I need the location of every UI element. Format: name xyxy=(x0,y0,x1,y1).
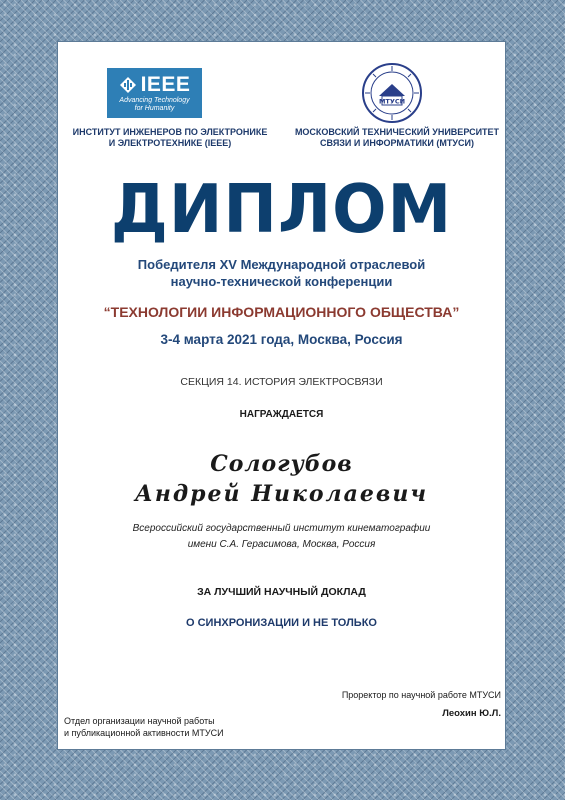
mtuci-seal xyxy=(361,62,423,124)
section-label: СЕКЦИЯ 14. ИСТОРИЯ ЭЛЕКТРОСВЯЗИ xyxy=(180,376,383,388)
org-mtuci: МОСКОВСКИЙ ТЕХНИЧЕСКИЙ УНИВЕРСИТЕТ СВЯЗИ И ИНФОРМАТИКИ (МТУСИ) xyxy=(294,127,500,148)
signatory-position: Проректор по научной работе МТУСИ xyxy=(341,690,501,700)
ieee-tagline: Advancing Technology for Humanity xyxy=(119,97,190,112)
org-ieee: ИНСТИТУТ ИНЖЕНЕРОВ ПО ЭЛЕКТРОНИКЕ И ЭЛЕКТРОТЕХНИКЕ (IEEE) xyxy=(72,127,268,148)
ieee-logo xyxy=(107,68,202,118)
subtitle-line-1: Победителя XV Международной отраслевой xyxy=(137,257,426,272)
seal-text: МТУСИ xyxy=(378,97,406,106)
diploma-title: ДИПЛОМ xyxy=(110,171,453,249)
recipient-institution-line-2: имени С.А. Герасимова, Москва, Россия xyxy=(187,539,376,550)
ieee-diamond-icon xyxy=(119,76,137,94)
signatory-name: Леохин Ю.Л. xyxy=(442,708,501,719)
ieee-wordmark: IEEE xyxy=(140,73,191,96)
dates-location: 3-4 марта 2021 года, Москва, Россия xyxy=(160,332,403,347)
award-reason: ЗА ЛУЧШИЙ НАУЧНЫЙ ДОКЛАД xyxy=(197,586,366,598)
subtitle-line-2: научно-технической конференции xyxy=(170,274,393,289)
conference-name: “ТЕХНОЛОГИИ ИНФОРМАЦИОННОГО ОБЩЕСТВА” xyxy=(103,304,460,320)
award-label: НАГРАЖДАЕТСЯ xyxy=(239,409,324,420)
report-title: О СИНХРОНИЗАЦИИ И НЕ ТОЛЬКО xyxy=(185,617,377,629)
recipient-surname: Сологубов xyxy=(210,451,353,477)
department-line-1: Отдел организации научной работы xyxy=(64,716,215,726)
recipient-institution-line-1: Всероссийский государственный институт кинематографии xyxy=(132,523,431,534)
department-line-2: и публикационной активности МТУСИ xyxy=(64,728,224,738)
recipient-given-names: Андрей Николаевич xyxy=(134,481,429,507)
